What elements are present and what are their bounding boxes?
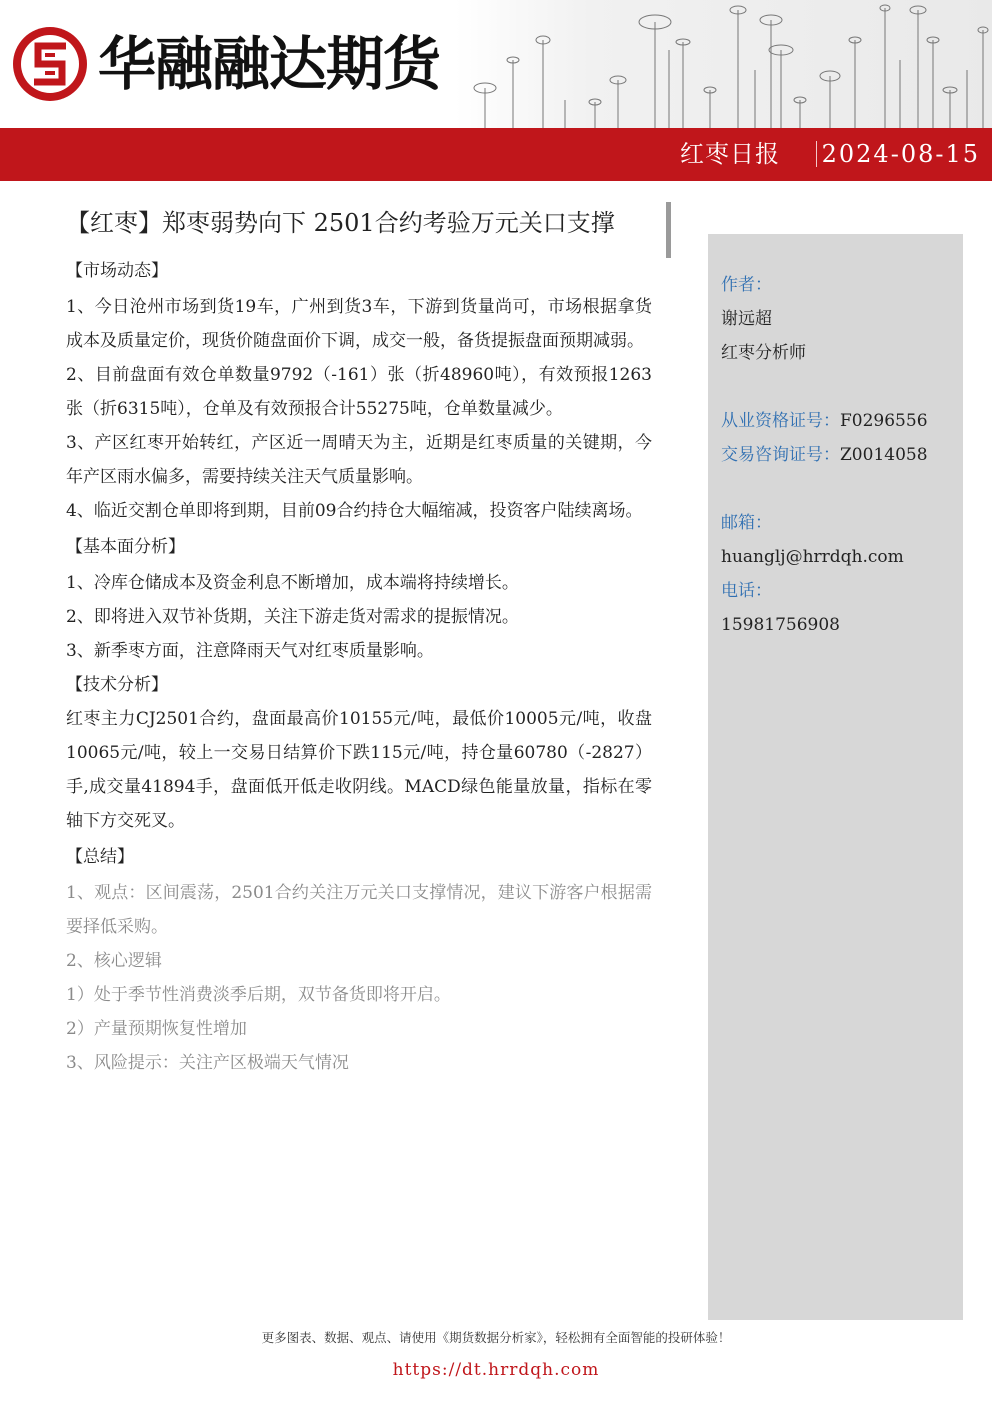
market-item: 2、目前盘面有效仓单数量9792（-161）张（折48960吨），有效预报1263张（折6315吨），仓单及有效预报合计55275吨，仓单数量减少。 [66,365,652,419]
fundamental-item: 2、即将进入双节补货期，关注下游走货对需求的提振情况。 [66,607,519,627]
report-body [66,254,652,1080]
author-label: 作者： [721,275,772,295]
section-title-technical: 【技术分析】 [66,675,168,695]
summary-item: 3、风险提示：关注产区极端天气情况 [66,1053,349,1073]
section-title-market: 【市场动态】 [66,261,168,281]
phone-label: 电话： [721,581,772,601]
license-value: F0296556 [840,411,928,431]
license-row [721,404,928,438]
consult-label: 交易咨询证号： [721,445,840,465]
title-bar-divider [816,141,817,167]
footer-promo-text: 更多图表、数据、观点、请使用《期货数据分析家》，轻松拥有全面智能的投研体验！ [261,1330,731,1345]
header-decoration [455,0,992,128]
report-headline: 【红枣】郑枣弱势向下 2501合约考验万元关口支撑 [66,209,615,237]
consult-row [721,438,928,472]
footer-link[interactable]: https://dt.hrrdqh.com [392,1360,600,1380]
email-label: 邮箱： [721,513,772,533]
summary-item: 1、观点：区间震荡，2501合约关注万元关口支撑情况，建议下游客户根据需要择低采购。 [66,883,652,937]
technical-text: 红枣主力CJ2501合约，盘面最高价10155元/吨，最低价10005元/吨，收盘10065元/吨，较上一交易日结算价下跌115元/吨，持仓量60780（-2827）手,成交量41894手，盘面低开低走收阴线。MACD绿色能量放量，指标在零轴下方交死叉。 [66,709,652,831]
summary-item: 2、核心逻辑 [66,951,162,971]
author-name: 谢远超 [721,309,772,329]
author-title: 红枣分析师 [721,343,806,363]
report-type: 红枣日报 [680,140,780,168]
brand-name: 华融融达期货 [98,30,441,98]
company-logo-icon [10,22,90,106]
author-sidebar [708,234,963,1320]
market-item: 3、产区红枣开始转红，产区近一周晴天为主，近期是红枣质量的关键期，今年产区雨水偏多，需要持续关注天气质量影响。 [66,433,652,487]
market-item: 4、临近交割仓单即将到期，目前09合约持仓大幅缩减，投资客户陆续离场。 [66,501,643,521]
report-date: 2024-08-15 [821,140,980,168]
summary-item: 2）产量预期恢复性增加 [66,1019,247,1039]
summary-item: 1）处于季节性消费淡季后期，双节备货即将开启。 [66,985,451,1005]
fundamental-item: 1、冷库仓储成本及资金利息不断增加，成本端将持续增长。 [66,573,519,593]
email-value[interactable]: huanglj@hrrdqh.com [721,547,904,567]
fundamental-item: 3、新季枣方面，注意降雨天气对红枣质量影响。 [66,641,434,661]
section-title-fundamental: 【基本面分析】 [66,537,185,557]
phone-value: 15981756908 [721,615,840,635]
consult-value: Z0014058 [840,445,928,465]
header [0,0,992,128]
headline-accent-bar [666,202,671,258]
section-title-summary: 【总结】 [66,847,134,867]
license-label: 从业资格证号： [721,411,840,431]
market-item: 1、今日沧州市场到货19车，广州到货3车，下游到货量尚可，市场根据拿货成本及质量定价，现货价随盘面价下调，成交一般，备货提振盘面预期减弱。 [66,297,652,351]
